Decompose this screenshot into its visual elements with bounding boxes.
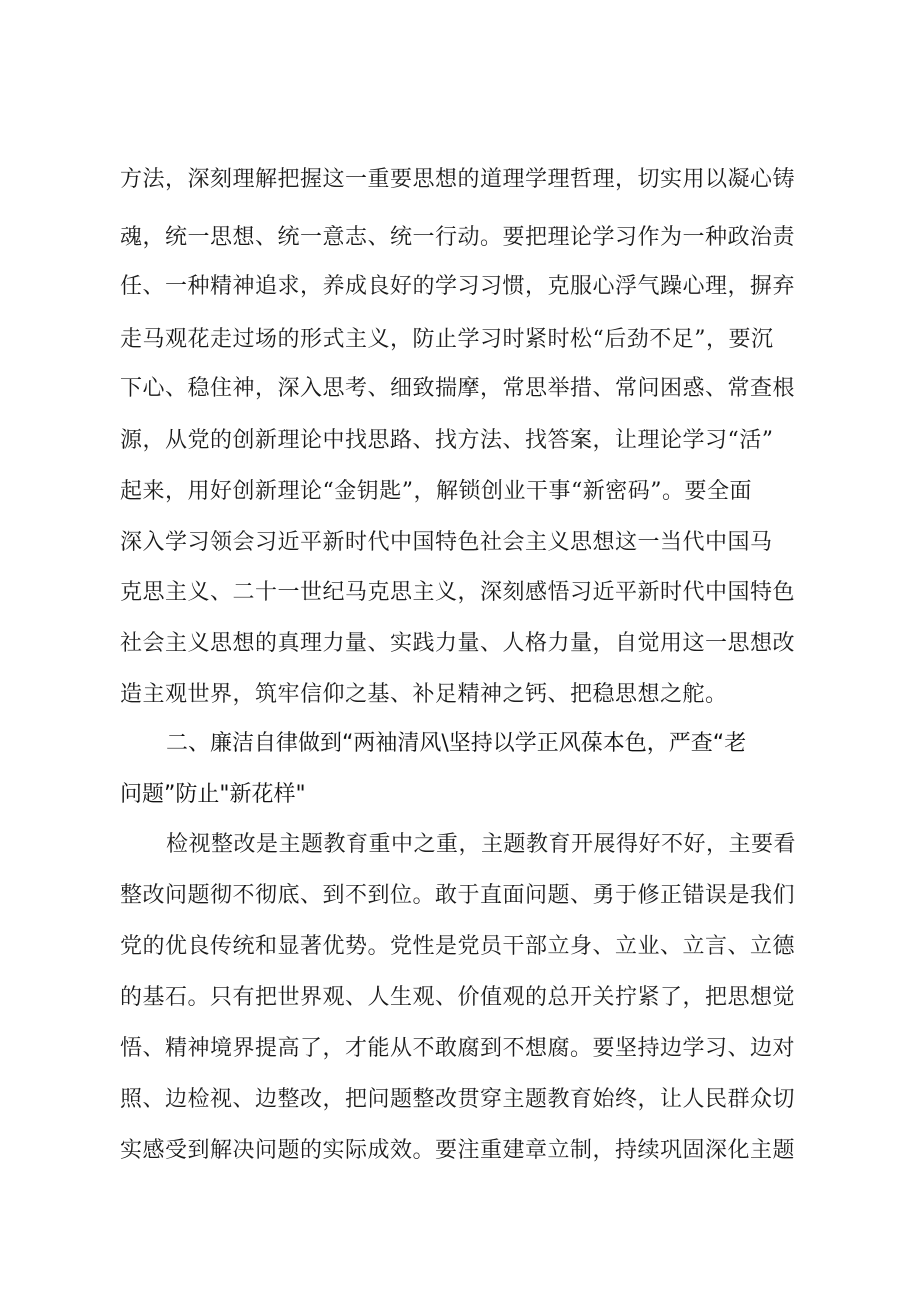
paragraph-line: 社会主义思想的真理力量、实践力量、人格力量，自觉用这一思想改 <box>120 631 796 656</box>
section-heading: 二、廉洁自律做到“两袖清风\坚持以学正风葆本色，严查“老 <box>166 731 747 756</box>
paragraph-line: 检视整改是主题教育重中之重，主题教育开展得好不好，主要看 <box>166 832 797 857</box>
paragraph-line: 魂，统一思想、统一意志、统一行动。要把理论学习作为一种政治责 <box>120 225 796 250</box>
paragraph-line: 走马观花走过场的形式主义，防止学习时紧时松“后劲不足”，要沉 <box>120 327 774 352</box>
paragraph-line: 实感受到解决问题的实际成效。要注重建章立制，持续巩固深化主题 <box>120 1138 796 1163</box>
paragraph-line: 任、一种精神追求，养成良好的学习习惯，克服心浮气躁心理，摒弃 <box>120 274 796 299</box>
paragraph-line: 照、边检视、边整改，把问题整改贯穿主题教育始终，让人民群众切 <box>120 1087 796 1112</box>
paragraph-line: 悟、精神境界提高了，才能从不敢腐到不想腐。要坚持边学习、边对 <box>120 1036 796 1061</box>
paragraph-line: 整改问题彻不彻底、到不到位。敢于直面问题、勇于修正错误是我们 <box>120 883 796 908</box>
paragraph-line: 方法，深刻理解把握这一重要思想的道理学理哲理，切实用以凝心铸 <box>120 167 796 192</box>
paragraph-line: 克思主义、二十一世纪马克思主义，深刻感悟习近平新时代中国特色 <box>120 580 796 605</box>
paragraph-line: 下心、稳住神，深入思考、细致揣摩，常思举措、常问困惑、常查根 <box>120 376 796 401</box>
paragraph-line: 起来，用好创新理论“金钥匙”，解锁创业干事“新密码”。要全面 <box>120 479 752 504</box>
paragraph-line: 深入学习领会习近平新时代中国特色社会主义思想这一当代中国马 <box>120 530 773 555</box>
paragraph-line: 源，从党的创新理论中找思路、找方法、找答案，让理论学习“活” <box>120 428 774 453</box>
paragraph-line: 党的优良传统和显著优势。党性是党员干部立身、立业、立言、立德 <box>120 934 796 959</box>
section-heading: 问题”防止"新花样" <box>120 782 306 807</box>
paragraph-line: 的基石。只有把世界观、人生观、价值观的总开关拧紧了，把思想觉 <box>120 985 796 1010</box>
paragraph-line: 造主观世界，筑牢信仰之基、补足精神之钙、把稳思想之舵。 <box>120 682 728 707</box>
body-text <box>120 0 820 1301</box>
